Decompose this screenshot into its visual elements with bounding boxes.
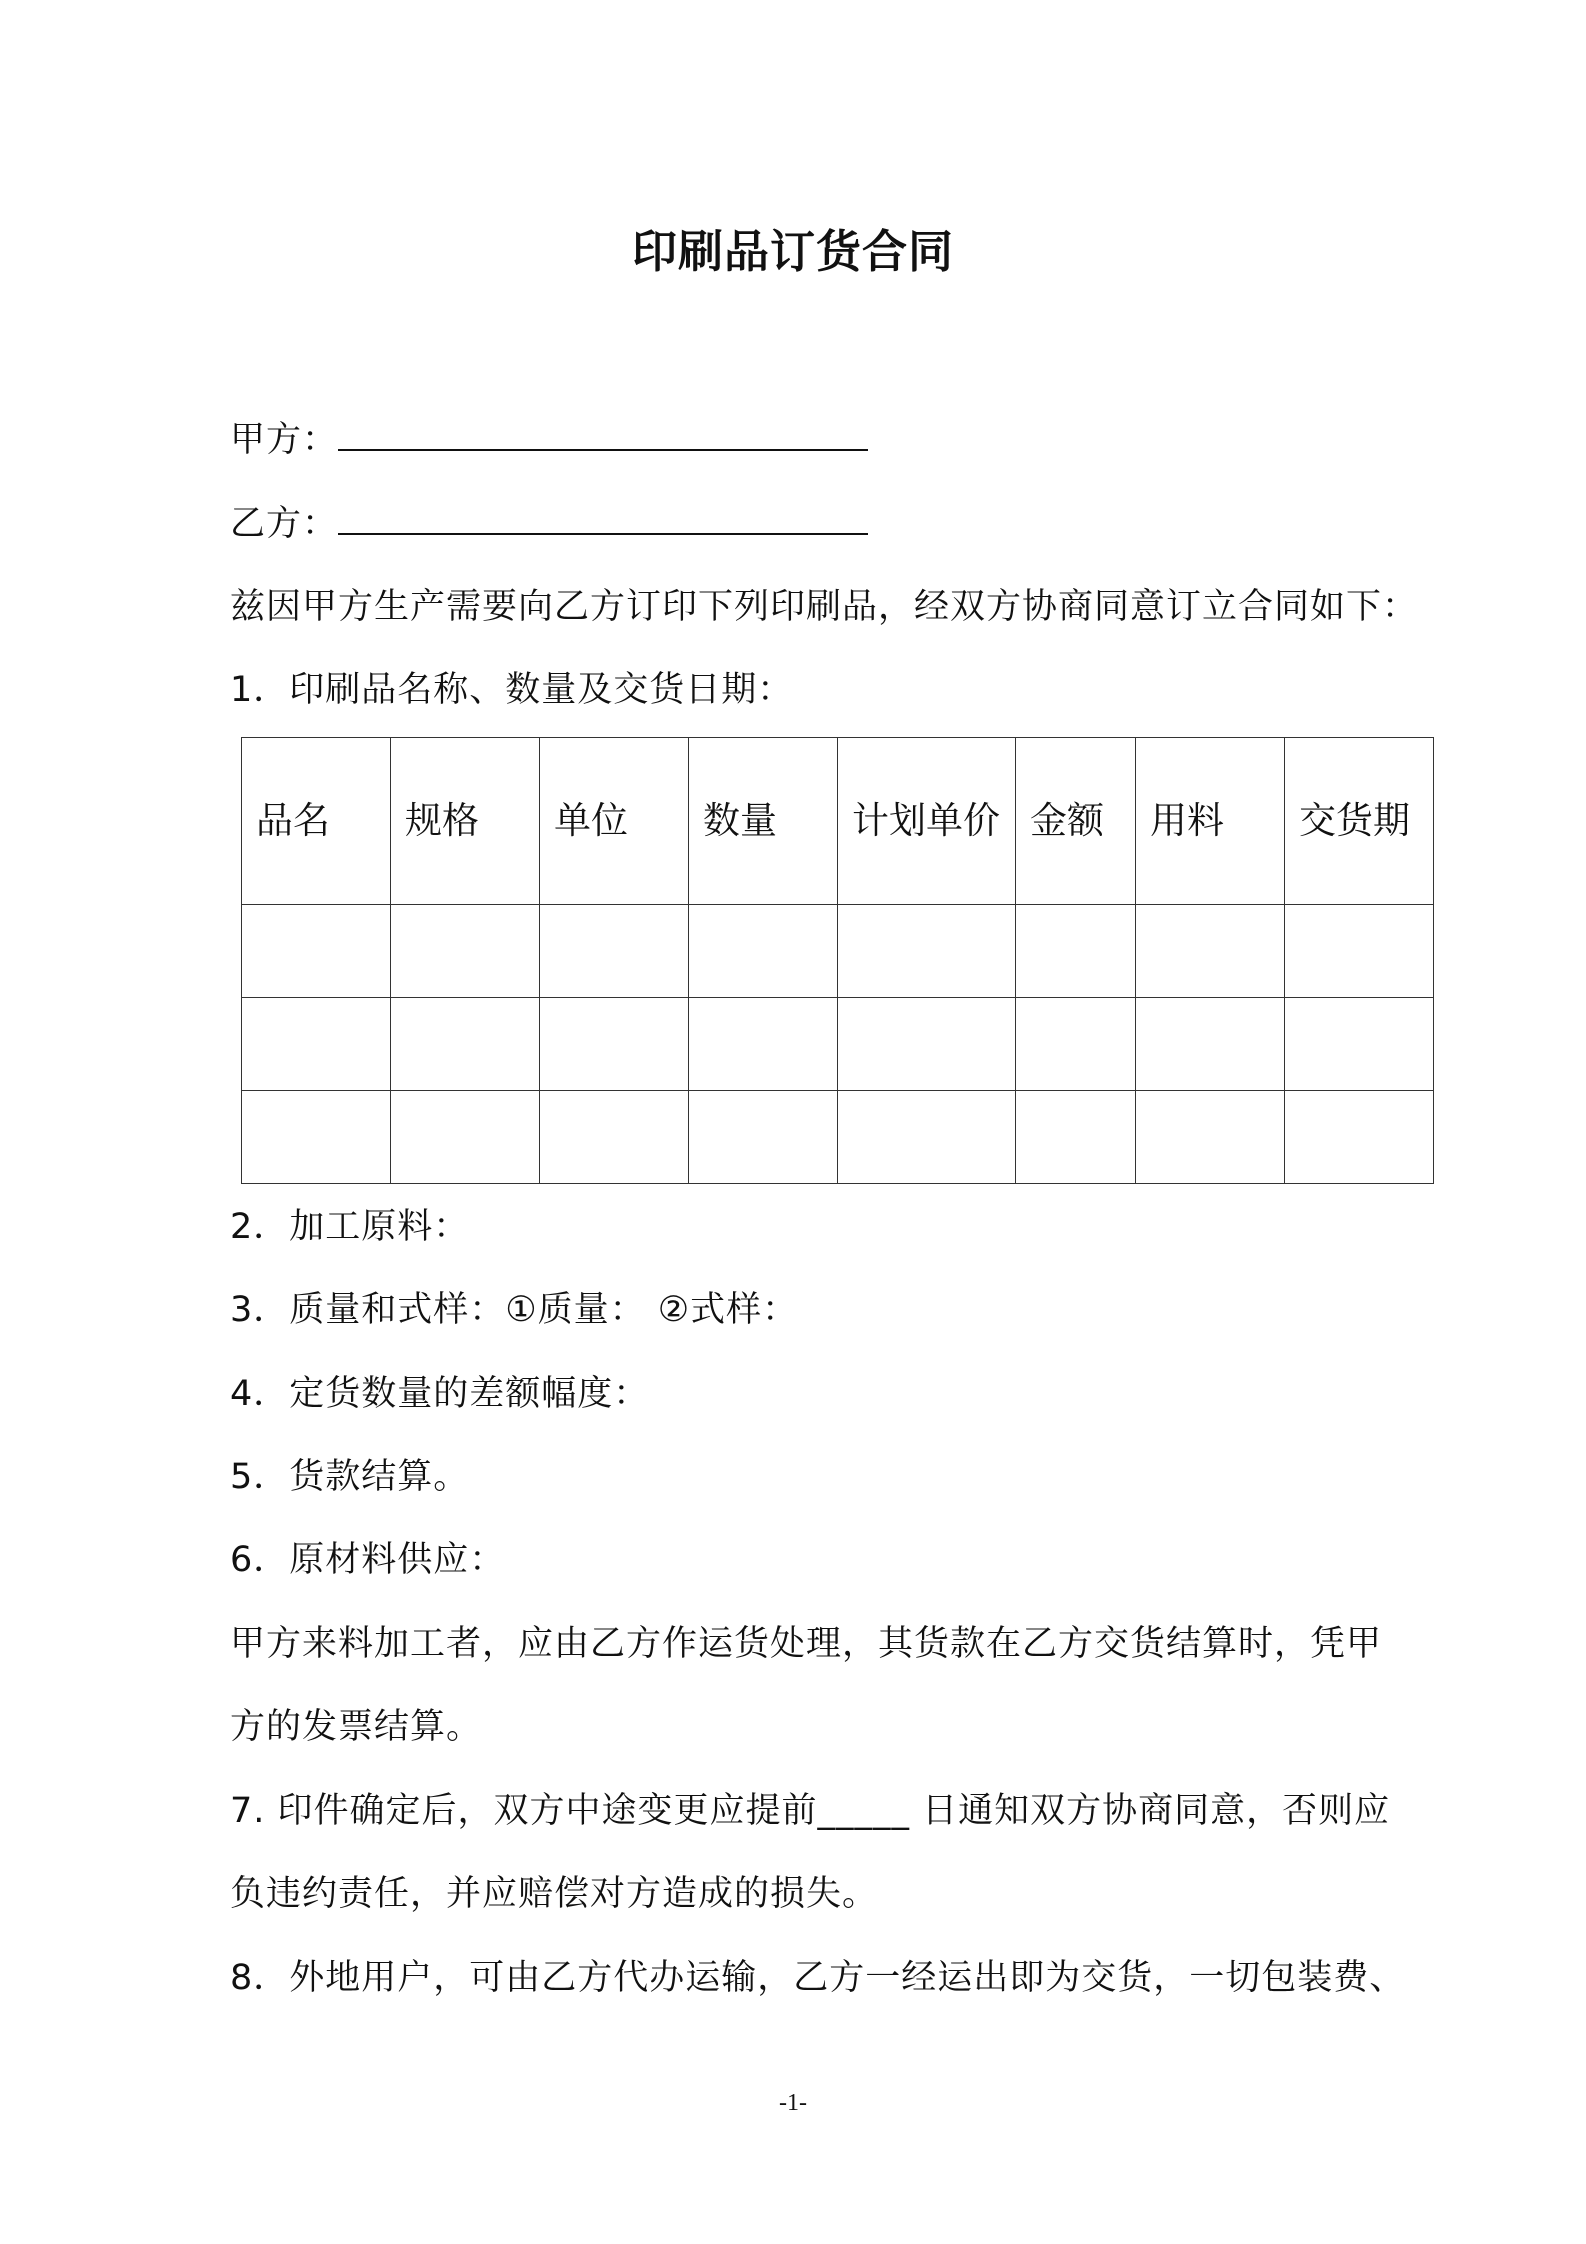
table-header-cell: 数量 (689, 738, 838, 905)
table-cell (540, 998, 689, 1091)
party-a-blank (338, 419, 868, 451)
table-cell (242, 1091, 391, 1184)
table-cell (838, 905, 1016, 998)
table-cell (1285, 998, 1434, 1091)
page-number: -1- (779, 2090, 807, 2116)
clause-2: 2．加工原料： (230, 1207, 470, 1247)
table-cell (689, 905, 838, 998)
table-cell (242, 905, 391, 998)
clause-7-line-1 (230, 1787, 1390, 1835)
table-row (242, 905, 1434, 998)
party-b-label: 乙方： (230, 504, 339, 544)
party-b-blank (338, 503, 868, 535)
table-cell (1016, 998, 1136, 1091)
table-header-cell: 计划单价 (838, 738, 1016, 905)
table-cell (242, 998, 391, 1091)
party-a-label: 甲方： (230, 420, 339, 460)
clause-4: 4．定货数量的差额幅度： (230, 1374, 650, 1414)
clause-6-text-line-1: 甲方来料加工者，应由乙方作运货处理，其货款在乙方交货结算时，凭甲 (230, 1624, 1383, 1664)
table-cell (540, 905, 689, 998)
clause-5: 5．货款结算。 (230, 1457, 470, 1497)
party-b-line (230, 500, 868, 548)
table-cell (391, 998, 540, 1091)
clause-3: 3．质量和式样：①质量： ②式样： (230, 1290, 799, 1330)
table-cell (391, 905, 540, 998)
table-header-row (242, 738, 1434, 905)
table-cell (838, 1091, 1016, 1184)
clause-7-line-2: 负违约责任，并应赔偿对方造成的损失。 (230, 1874, 879, 1914)
clause-7-text-after: 日通知双方协商同意，否则应 (910, 1791, 1391, 1831)
table-cell (1016, 905, 1136, 998)
table-header-cell: 规格 (391, 738, 540, 905)
table-header-cell: 单位 (540, 738, 689, 905)
table-cell (391, 1091, 540, 1184)
table-cell (838, 998, 1016, 1091)
table-header-cell: 品名 (242, 738, 391, 905)
table-cell (1136, 998, 1285, 1091)
table-cell (1136, 905, 1285, 998)
table-cell (1285, 1091, 1434, 1184)
table-header-cell: 金额 (1016, 738, 1136, 905)
order-table (241, 737, 1434, 1184)
table-row (242, 998, 1434, 1091)
table-cell (1016, 1091, 1136, 1184)
clause-6-text-line-2: 方的发票结算。 (230, 1707, 483, 1747)
document-title: 印刷品订货合同 (631, 225, 954, 278)
table-cell (689, 1091, 838, 1184)
intro-paragraph: 兹因甲方生产需要向乙方订印下列印刷品，经双方协商同意订立合同如下： (230, 587, 1419, 627)
clause-6: 6．原材料供应： (230, 1540, 506, 1580)
table-cell (1136, 1091, 1285, 1184)
clause-7-blank: _____ (817, 1791, 911, 1831)
table-cell (1285, 905, 1434, 998)
table-header-cell: 交货期 (1285, 738, 1434, 905)
clause-8-line-1: 8．外地用户，可由乙方代办运输，乙方一经运出即为交货，一切包装费、 (230, 1958, 1406, 1998)
table-cell (540, 1091, 689, 1184)
table-cell (689, 998, 838, 1091)
table-row (242, 1091, 1434, 1184)
table-header-cell: 用料 (1136, 738, 1285, 905)
clause-1: 1．印刷品名称、数量及交货日期： (230, 670, 794, 710)
clause-7-text-before: 7. 印件确定后，双方中途变更应提前 (230, 1791, 818, 1831)
party-a-line (230, 416, 868, 464)
order-table-wrapper (241, 737, 1434, 1184)
